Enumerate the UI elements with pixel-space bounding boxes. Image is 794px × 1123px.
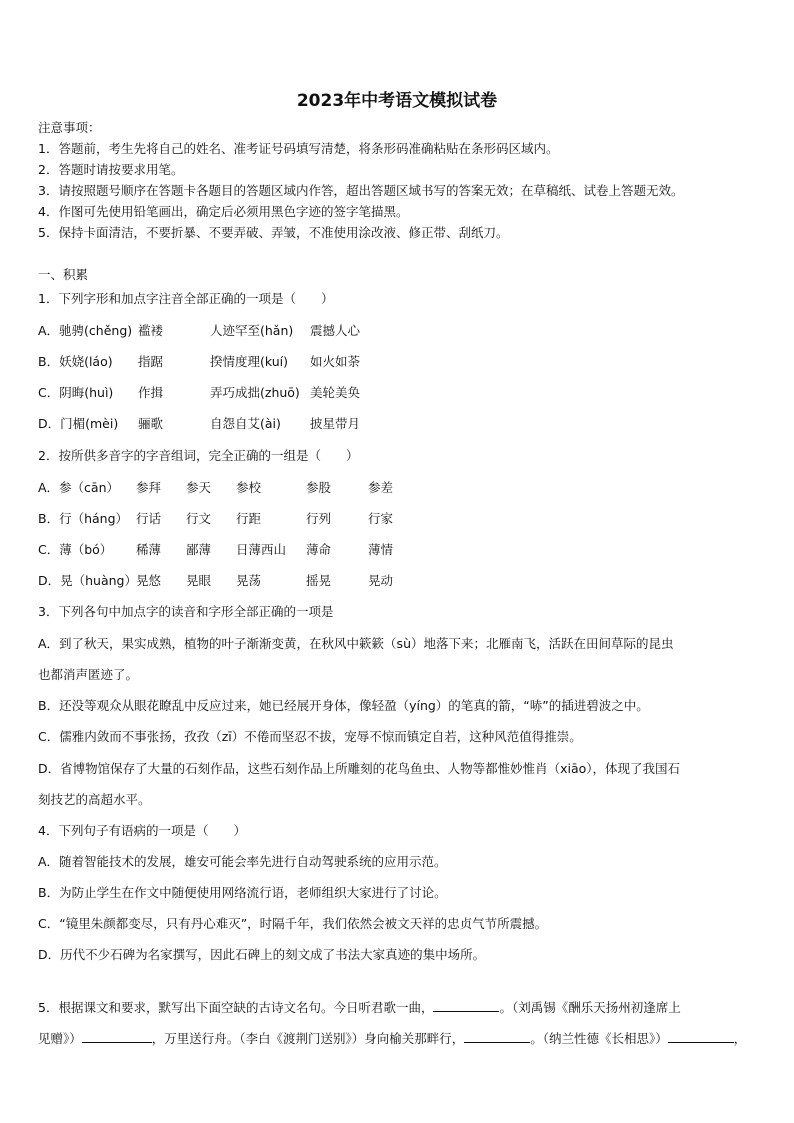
option-cell: 晃悠: [136, 573, 162, 588]
q5-text: 。（刘禹锡《酬乐天扬州初逢席上: [499, 1000, 681, 1015]
q4-option-c: C．“镜里朱颜都变尽，只有丹心难灭”，时隔千年，我们依然会被文天祥的忠贞气节所震撼。: [38, 916, 548, 931]
option-cell: 行家: [368, 511, 394, 526]
option-cell: A．参（cān）: [38, 480, 120, 495]
option-cell: C．薄（bó）: [38, 542, 113, 557]
q3-option-b: B．还没等观众从眼花瞭乱中反应过来，她已经展开身体，像轻盈（yíng）的笔真的箭，“哧”的插进碧波之中。: [38, 698, 649, 713]
q5-text: 。（纳兰性德《长相思》）: [530, 1031, 668, 1046]
q1-stem: 1．下列字形和加点字注音全部正确的一项是（ ）: [38, 291, 334, 306]
option-cell: B．行（háng）: [38, 511, 129, 526]
q3-option-d: D．省博物馆保存了大量的石刻作品，这些石刻作品上所雕刻的花鸟鱼虫、人物等都惟妙惟肖（xiāo），体现了我国石: [38, 761, 681, 776]
option-cell: 如火如荼: [310, 354, 361, 369]
option-cell: B．妖娆(láo): [38, 354, 113, 369]
notice-item-1: 1．答题前，考生先将自己的姓名、准考证号码填写清楚，将条形码准确粘贴在条形码区域内。: [38, 141, 559, 156]
option-cell: 晃眼: [186, 573, 212, 588]
option-cell: 褴褛: [138, 323, 164, 338]
option-cell: 晃荡: [236, 573, 262, 588]
q4-option-d: D．历代不少石碑为名家撰写，因此石碑上的刻文成了书法大家真迹的集中场所。: [38, 947, 486, 962]
notice-heading: 注意事项：: [38, 120, 101, 135]
notice-item-5: 5．保持卡面清洁，不要折暴、不要弄破、弄皱，不准使用涂改液、修正带、刮纸刀。: [38, 225, 509, 240]
option-cell: 摇晃: [306, 573, 332, 588]
q1-option-d: [38, 415, 360, 433]
option-cell: 薄情: [368, 542, 394, 557]
option-cell: 行距: [236, 511, 262, 526]
option-cell: 自怨自艾(ài): [210, 416, 281, 431]
option-cell: 行文: [186, 511, 212, 526]
option-cell: 晃动: [368, 573, 394, 588]
option-cell: D．晃（huàng）: [38, 573, 137, 588]
q2-option-a: [38, 479, 393, 497]
q5-text: 见赠》）: [38, 1031, 82, 1046]
q1-option-a: [38, 322, 360, 340]
option-cell: 披星带月: [310, 416, 361, 431]
answer-blank[interactable]: [433, 998, 499, 1012]
q3-option-d-cont: 刻技艺的高超水平。: [38, 792, 151, 807]
q2-option-d: [38, 572, 393, 590]
q5-text: ，万里送行舟。（李白《渡荆门送别》）身向榆关那畔行，: [151, 1031, 465, 1046]
q1-option-c: [38, 384, 360, 402]
option-cell: 揆情度理(kuí): [210, 354, 289, 369]
option-cell: 参天: [186, 480, 212, 495]
q5-text: ，: [733, 1031, 747, 1046]
q2-option-c: [38, 541, 393, 559]
notice-item-3: 3．请按照题号顺序在答题卡各题目的答题区域内作答，超出答题区域书写的答案无效；在草稿纸、试卷上答题无效。: [38, 183, 684, 198]
notice-item-4: 4．作图可先使用铅笔画出，确定后必须用黑色字迹的签字笔描黑。: [38, 204, 409, 219]
option-cell: A．驰骋(chěng): [38, 323, 133, 338]
q2-option-b: [38, 510, 393, 528]
q1-option-b: [38, 353, 360, 371]
option-cell: C．阴晦(huì): [38, 385, 114, 400]
option-cell: 作揖: [138, 385, 164, 400]
q3-option-a: A．到了秋天，果实成熟，植物的叶子渐渐变黄，在秋风中簌簌（sù）地落下来；北雁南飞，活跃在田间草际的昆虫: [38, 636, 674, 651]
option-cell: 参股: [306, 480, 332, 495]
q3-option-a-cont: 也都消声匿迹了。: [38, 667, 139, 682]
notice-item-2: 2．答题时请按要求用笔。: [38, 162, 184, 177]
option-cell: 薄命: [306, 542, 332, 557]
q5-line-2: [38, 1029, 746, 1048]
option-cell: 稀薄: [136, 542, 162, 557]
option-cell: D．门楣(mèi): [38, 416, 119, 431]
option-cell: 美轮美奂: [310, 385, 361, 400]
option-cell: 参拜: [136, 480, 162, 495]
q4-option-a: A．随着智能技术的发展，雄安可能会率先进行自动驾驶系统的应用示范。: [38, 854, 447, 869]
option-cell: 指踞: [138, 354, 164, 369]
option-cell: 人迹罕至(hǎn): [210, 323, 294, 338]
q3-stem: 3．下列各句中加点字的读音和字形全部正确的一项是: [38, 604, 334, 619]
answer-blank[interactable]: [82, 1029, 152, 1043]
q5-text: 5．根据课文和要求，默写出下面空缺的古诗文名句。今日听君歌一曲，: [38, 1000, 434, 1015]
q4-stem: 4．下列句子有语病的一项是（ ）: [38, 823, 246, 838]
q5-line-1: [38, 998, 681, 1017]
option-cell: 弄巧成拙(zhuō): [210, 385, 300, 400]
answer-blank[interactable]: [668, 1029, 734, 1043]
option-cell: 日薄西山: [236, 542, 287, 557]
answer-blank[interactable]: [464, 1029, 530, 1043]
option-cell: 参差: [368, 480, 394, 495]
page-title: 2023年中考语文模拟试卷: [296, 91, 498, 111]
q3-option-c: C．儒雅内敛而不事张扬，孜孜（zī）不倦而坚忍不拔，宠辱不惊而镇定自若，这种风范值得推崇。: [38, 729, 582, 744]
option-cell: 行列: [306, 511, 332, 526]
q4-option-b: B．为防止学生在作文中随便使用网络流行语，老师组织大家进行了讨论。: [38, 885, 447, 900]
option-cell: 骊歌: [138, 416, 164, 431]
option-cell: 参校: [236, 480, 262, 495]
option-cell: 鄙薄: [186, 542, 212, 557]
section-heading: 一、积累: [38, 267, 89, 282]
q2-stem: 2．按所供多音字的字音组词，完全正确的一组是（ ）: [38, 448, 359, 463]
option-cell: 震撼人心: [310, 323, 361, 338]
option-cell: 行话: [136, 511, 162, 526]
